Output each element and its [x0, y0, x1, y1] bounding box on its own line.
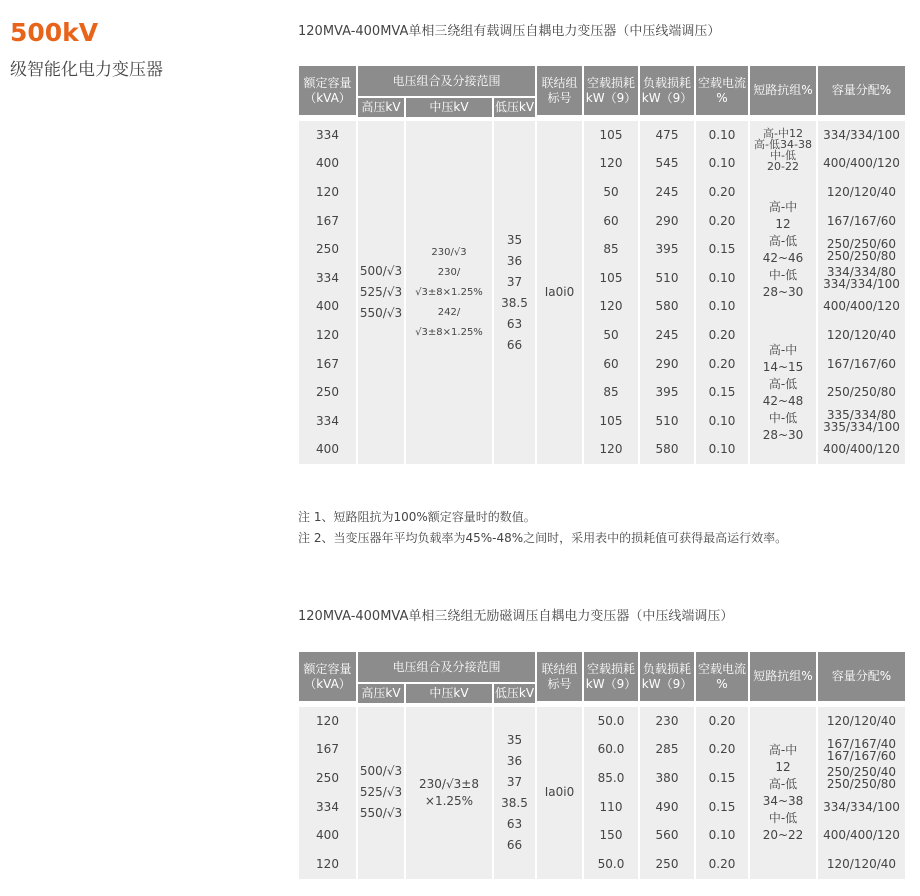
- cell-noload-current: 0.20: [696, 321, 748, 350]
- cell-distribution: [818, 350, 905, 379]
- cell-noload-current: 0.10: [696, 436, 748, 465]
- header-connection: 联结组 标号: [537, 66, 582, 117]
- cell-short-circuit-line: 高-中: [768, 742, 798, 757]
- header-hv: 高压kV: [358, 684, 404, 703]
- cell-lv-line: 63: [506, 316, 523, 331]
- cell-load-loss: 580: [640, 436, 694, 465]
- cell-capacity: 167: [299, 207, 356, 236]
- cell-capacity: 400: [299, 293, 356, 322]
- cell-noload-current: 0.15: [696, 764, 748, 793]
- cell-capacity: 250: [299, 764, 356, 793]
- cell-lv-line: 38.5: [501, 795, 528, 810]
- cell-distribution-line: 334/334/100: [823, 799, 900, 814]
- cell-noload-loss: 85: [584, 235, 638, 264]
- cell-short-circuit-line: 28~30: [762, 427, 804, 442]
- header-lv: 低压kV: [494, 98, 535, 117]
- cell-hv: [358, 121, 404, 464]
- cell-capacity: 120: [299, 707, 356, 736]
- cell-load-loss: 250: [640, 850, 694, 879]
- cell-distribution-line: 334/334/100: [823, 277, 900, 292]
- cell-noload-loss: 85: [584, 378, 638, 407]
- cell-short-circuit-line: 12: [775, 216, 791, 231]
- cell-noload-current: 0.10: [696, 150, 748, 179]
- cell-noload-loss: 60: [584, 350, 638, 379]
- cell-noload-current: 0.10: [696, 293, 748, 322]
- cell-connection: Ia0i0: [537, 121, 582, 464]
- cell-mv-line: 230/√3±8: [419, 776, 479, 791]
- cell-connection: Ia0i0: [537, 707, 582, 879]
- spec-table-onload: [297, 66, 907, 464]
- cell-capacity: 250: [299, 235, 356, 264]
- cell-hv-line: 550/√3: [359, 306, 403, 321]
- header-capacity: 额定容量 （kVA）: [299, 66, 356, 117]
- cell-noload-current: 0.20: [696, 736, 748, 765]
- table2-caption: 120MVA-400MVA单相三绕组无励磁调压自耦电力变压器（中压线端调压）: [298, 609, 734, 624]
- cell-load-loss: 490: [640, 793, 694, 822]
- cell-mv-line: 230/√3: [431, 246, 467, 258]
- cell-capacity: 120: [299, 178, 356, 207]
- table1-caption: 120MVA-400MVA单相三绕组有载调压自耦电力变压器（中压线端调压）: [298, 24, 721, 39]
- cell-distribution: [818, 207, 905, 236]
- cell-lv-line: 66: [506, 337, 523, 352]
- cell-capacity: 400: [299, 436, 356, 465]
- cell-distribution-line: 400/400/120: [823, 299, 900, 314]
- header-voltage-group: 电压组合及分接范围: [358, 66, 535, 98]
- cell-noload-loss: 120: [584, 150, 638, 179]
- cell-distribution-line: 120/120/40: [826, 327, 897, 342]
- cell-mv-line: 230/√3±8×1.25%: [415, 266, 483, 298]
- header-load-loss: 负载损耗 kW（9）: [640, 66, 694, 117]
- cell-load-loss: 245: [640, 178, 694, 207]
- cell-noload-current: 0.10: [696, 121, 748, 150]
- cell-noload-current: 0.10: [696, 407, 748, 436]
- cell-lv-line: 66: [506, 837, 523, 852]
- cell-noload-current: 0.20: [696, 178, 748, 207]
- header-noload-loss: 空载损耗 kW（9）: [584, 652, 638, 703]
- note-1: 注 1、短路阻抗为100%额定容量时的数值。: [298, 510, 536, 524]
- cell-distribution: [818, 707, 905, 736]
- cell-load-loss: 510: [640, 264, 694, 293]
- cell-distribution: [818, 821, 905, 850]
- cell-distribution-line: 250/250/60: [826, 236, 897, 251]
- header-lv: 低压kV: [494, 684, 535, 703]
- cell-noload-loss: 105: [584, 121, 638, 150]
- cell-distribution: [818, 736, 905, 765]
- cell-distribution-line: 335/334/100: [823, 420, 900, 435]
- cell-noload-current: 0.20: [696, 207, 748, 236]
- header-connection: 联结组 标号: [537, 652, 582, 703]
- header-noload-current: 空载电流 %: [696, 66, 748, 117]
- cell-distribution: [818, 150, 905, 179]
- header-distribution: 容量分配%: [818, 652, 905, 703]
- cell-capacity: 334: [299, 793, 356, 822]
- table-row: [299, 707, 905, 736]
- cell-distribution-line: 167/167/60: [826, 213, 897, 228]
- cell-load-loss: 290: [640, 350, 694, 379]
- cell-lv: [494, 707, 535, 879]
- cell-noload-loss: 110: [584, 793, 638, 822]
- cell-short-circuit-line: 34~38: [762, 793, 804, 808]
- cell-capacity: 334: [299, 264, 356, 293]
- spec-table-offload: [297, 652, 907, 879]
- cell-load-loss: 395: [640, 378, 694, 407]
- cell-lv-line: 38.5: [501, 295, 528, 310]
- cell-distribution-line: 250/250/40: [826, 765, 897, 780]
- cell-load-loss: 475: [640, 121, 694, 150]
- cell-short-circuit: [750, 121, 816, 178]
- cell-capacity: 167: [299, 736, 356, 765]
- header-mv: 中压kV: [406, 98, 492, 117]
- cell-short-circuit-line: 28~30: [762, 284, 804, 299]
- cell-short-circuit-line: 中-低: [770, 148, 796, 162]
- cell-hv-line: 550/√3: [359, 806, 403, 821]
- cell-noload-current: 0.15: [696, 378, 748, 407]
- brand-title: 500kV: [10, 18, 99, 47]
- cell-noload-loss: 85.0: [584, 764, 638, 793]
- cell-distribution: [818, 121, 905, 150]
- cell-load-loss: 545: [640, 150, 694, 179]
- cell-noload-loss: 50.0: [584, 850, 638, 879]
- cell-lv-line: 63: [506, 816, 523, 831]
- header-short-circuit: 短路抗组%: [750, 66, 816, 117]
- cell-load-loss: 580: [640, 293, 694, 322]
- cell-mv: [406, 121, 492, 464]
- cell-distribution: [818, 235, 905, 264]
- cell-noload-loss: 105: [584, 264, 638, 293]
- cell-short-circuit-line: 中-低: [768, 267, 798, 282]
- header-short-circuit: 短路抗组%: [750, 652, 816, 703]
- header-hv: 高压kV: [358, 98, 404, 117]
- cell-capacity: 400: [299, 150, 356, 179]
- header-distribution: 容量分配%: [818, 66, 905, 117]
- cell-noload-loss: 60: [584, 207, 638, 236]
- cell-noload-current: 0.15: [696, 235, 748, 264]
- cell-capacity: 167: [299, 350, 356, 379]
- cell-short-circuit-line: 12: [775, 759, 791, 774]
- cell-lv: [494, 121, 535, 464]
- cell-short-circuit: [750, 707, 816, 879]
- cell-capacity: 120: [299, 321, 356, 350]
- cell-short-circuit-line: 42~46: [762, 250, 804, 265]
- cell-distribution-line: 335/334/80: [826, 408, 897, 423]
- cell-lv-line: 35: [506, 732, 523, 747]
- cell-distribution-line: 167/167/60: [826, 356, 897, 371]
- cell-capacity: 120: [299, 850, 356, 879]
- cell-load-loss: 380: [640, 764, 694, 793]
- cell-short-circuit-line: 高-中12: [763, 126, 803, 140]
- cell-noload-loss: 150: [584, 821, 638, 850]
- cell-capacity: 334: [299, 407, 356, 436]
- header-voltage-group: 电压组合及分接范围: [358, 652, 535, 684]
- cell-noload-current: 0.10: [696, 264, 748, 293]
- cell-capacity: 250: [299, 378, 356, 407]
- cell-noload-current: 0.20: [696, 350, 748, 379]
- cell-hv-line: 525/√3: [359, 285, 403, 300]
- note-2: 注 2、当变压器年平均负载率为45%-48%之间时，采用表中的损耗值可获得最高运行效率。: [298, 531, 788, 545]
- cell-distribution-line: 120/120/40: [826, 856, 897, 871]
- cell-short-circuit-line: 高-低: [768, 376, 798, 391]
- cell-distribution: [818, 407, 905, 436]
- cell-hv-line: 500/√3: [359, 764, 403, 779]
- cell-noload-loss: 50: [584, 178, 638, 207]
- cell-short-circuit-line: 14~15: [762, 359, 804, 374]
- cell-distribution: [818, 321, 905, 350]
- cell-distribution-line: 400/400/120: [823, 442, 900, 457]
- cell-noload-loss: 105: [584, 407, 638, 436]
- cell-distribution-line: 120/120/40: [826, 184, 897, 199]
- cell-distribution: [818, 436, 905, 465]
- cell-short-circuit-line: 20~22: [762, 827, 804, 842]
- header-load-loss: 负载损耗 kW（9）: [640, 652, 694, 703]
- cell-short-circuit-line: 20-22: [767, 159, 799, 173]
- cell-capacity: 400: [299, 821, 356, 850]
- cell-hv-line: 525/√3: [359, 785, 403, 800]
- cell-distribution-line: 250/250/80: [826, 385, 897, 400]
- cell-short-circuit-line: 高-中: [768, 342, 798, 357]
- cell-short-circuit-line: 高-中: [768, 199, 798, 214]
- cell-short-circuit-line: 42~48: [762, 393, 804, 408]
- cell-distribution-line: 334/334/100: [823, 127, 900, 142]
- cell-distribution: [818, 264, 905, 293]
- cell-short-circuit: [750, 321, 816, 464]
- header-noload-current: 空载电流 %: [696, 652, 748, 703]
- cell-distribution: [818, 378, 905, 407]
- cell-short-circuit-line: 高-低34-38: [754, 137, 812, 151]
- cell-noload-loss: 60.0: [584, 736, 638, 765]
- cell-short-circuit-line: 中-低: [768, 410, 798, 425]
- cell-distribution: [818, 178, 905, 207]
- cell-lv-line: 37: [506, 774, 523, 789]
- cell-load-loss: 510: [640, 407, 694, 436]
- cell-distribution: [818, 764, 905, 793]
- cell-noload-loss: 50.0: [584, 707, 638, 736]
- cell-distribution-line: 167/167/60: [826, 748, 897, 763]
- cell-distribution-line: 120/120/40: [826, 713, 897, 728]
- cell-lv-line: 36: [506, 753, 523, 768]
- cell-noload-current: 0.20: [696, 850, 748, 879]
- header-capacity: 额定容量 （kVA）: [299, 652, 356, 703]
- header-mv: 中压kV: [406, 684, 492, 703]
- cell-distribution: [818, 850, 905, 879]
- cell-distribution-line: 167/167/40: [826, 736, 897, 751]
- cell-mv-line: 242/√3±8×1.25%: [415, 306, 483, 338]
- cell-distribution-line: 250/250/80: [826, 777, 897, 792]
- cell-load-loss: 285: [640, 736, 694, 765]
- cell-distribution: [818, 293, 905, 322]
- cell-short-circuit-line: 中-低: [768, 810, 798, 825]
- cell-lv-line: 36: [506, 253, 523, 268]
- cell-noload-current: 0.10: [696, 821, 748, 850]
- cell-load-loss: 245: [640, 321, 694, 350]
- cell-hv-line: 500/√3: [359, 264, 403, 279]
- cell-lv-line: 35: [506, 232, 523, 247]
- cell-load-loss: 230: [640, 707, 694, 736]
- cell-distribution: [818, 793, 905, 822]
- table-row: [299, 121, 905, 150]
- cell-hv: [358, 707, 404, 879]
- cell-noload-current: 0.20: [696, 707, 748, 736]
- cell-noload-current: 0.15: [696, 793, 748, 822]
- cell-lv-line: 37: [506, 274, 523, 289]
- cell-distribution-line: 334/334/80: [826, 265, 897, 280]
- cell-load-loss: 395: [640, 235, 694, 264]
- cell-noload-loss: 120: [584, 293, 638, 322]
- notes: [298, 507, 787, 549]
- cell-load-loss: 290: [640, 207, 694, 236]
- brand-subtitle: 级智能化电力变压器: [10, 60, 163, 80]
- cell-noload-loss: 120: [584, 436, 638, 465]
- cell-short-circuit-line: 高-低: [768, 233, 798, 248]
- cell-distribution-line: 400/400/120: [823, 828, 900, 843]
- cell-short-circuit: [750, 178, 816, 321]
- cell-distribution-line: 250/250/80: [826, 248, 897, 263]
- cell-noload-loss: 50: [584, 321, 638, 350]
- cell-load-loss: 560: [640, 821, 694, 850]
- cell-mv-line: ×1.25%: [424, 793, 474, 808]
- cell-distribution-line: 400/400/120: [823, 156, 900, 171]
- header-noload-loss: 空载损耗 kW（9）: [584, 66, 638, 117]
- cell-mv: [406, 707, 492, 879]
- cell-capacity: 334: [299, 121, 356, 150]
- cell-short-circuit-line: 高-低: [768, 776, 798, 791]
